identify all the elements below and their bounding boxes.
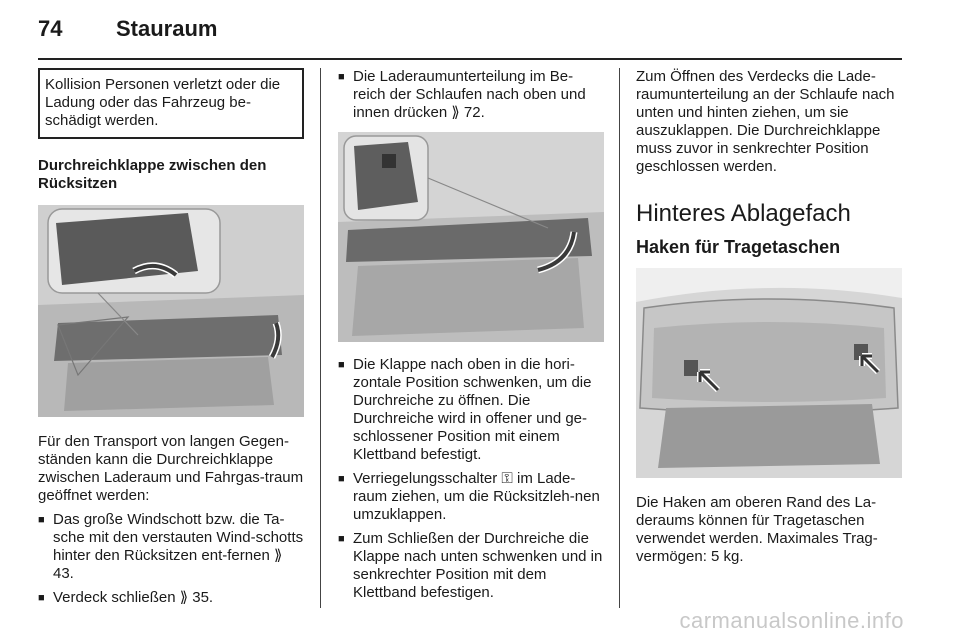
intro-paragraph: Für den Transport von langen Gegen-ständen kann die Durchreichklappe zwischen Laderaum und Fahrgas-traum geöffnet werden:: [38, 433, 304, 504]
page-number: 74: [38, 16, 63, 41]
page-title: Stauraum: [116, 16, 218, 41]
section-subheading: Durchreichklappe zwischen den Rücksitzen: [38, 157, 267, 192]
list-item: ■ Das große Windschott bzw. die Ta-sche mit den verstauten Wind-schotts hinter den Rücksitzen ent-fernen ⟫ 43.: [38, 511, 304, 583]
column-divider-1: [320, 68, 321, 608]
list-item: ■ Die Laderaumunterteilung im Be-reich der Schlaufen nach oben und innen drücken ⟫ 72.: [338, 68, 604, 122]
section-subheading: Haken für Tragetaschen: [636, 237, 841, 257]
bag-hooks-illustration: [636, 268, 902, 478]
header-rule: [38, 58, 902, 60]
figure-load-divider: [338, 132, 604, 342]
paragraph-open-roof: Zum Öffnen des Verdecks die Lade-raumunterteilung an der Schlaufe nach unten und hinten ziehen, um sie auszuklappen. Die Durchreichklappe muss zuvor in senkrechter Position geschlossen werden.: [636, 68, 895, 175]
list-item: ■ Die Klappe nach oben in die hori-zontale Position schwenken, um die Durchreiche zu öffnen. Die Durchreiche wird in offener und ge-schlossener Position mit einem Klettband befestigt.: [338, 356, 604, 464]
watermark: carmanualsonline.info: [679, 608, 904, 633]
column-1: [38, 68, 304, 607]
warning-text: Kollision Personen verletzt oder die Ladung oder das Fahrzeug be-schädigt werden.: [45, 76, 281, 129]
column-divider-2: [619, 68, 620, 608]
figure-bag-hooks: [636, 268, 902, 478]
figure-pass-through-flap: [38, 205, 304, 417]
warning-box: [38, 68, 304, 139]
pass-through-illustration: [38, 205, 304, 417]
list-item: ■ Verriegelungsschalter ⚿ im Lade-raum ziehen, um die Rücksitzleh-nen umzuklappen.: [338, 470, 604, 524]
column-2: [338, 68, 604, 602]
paragraph-hooks: Die Haken am oberen Rand des La-deraums können für Tragetaschen verwendet werden. Maximales Trag-vermögen: 5 kg.: [636, 494, 878, 565]
list-item: ■ Zum Schließen der Durchreiche die Klappe nach unten schwenken und in senkrechter Position mit dem Klettband befestigen.: [338, 530, 604, 602]
column-3: [636, 68, 902, 566]
section-heading: Hinteres Ablagefach: [636, 200, 851, 227]
list-item: ■ Verdeck schließen ⟫ 35.: [38, 589, 304, 607]
load-divider-illustration: [338, 132, 604, 342]
page-header: [38, 16, 217, 42]
